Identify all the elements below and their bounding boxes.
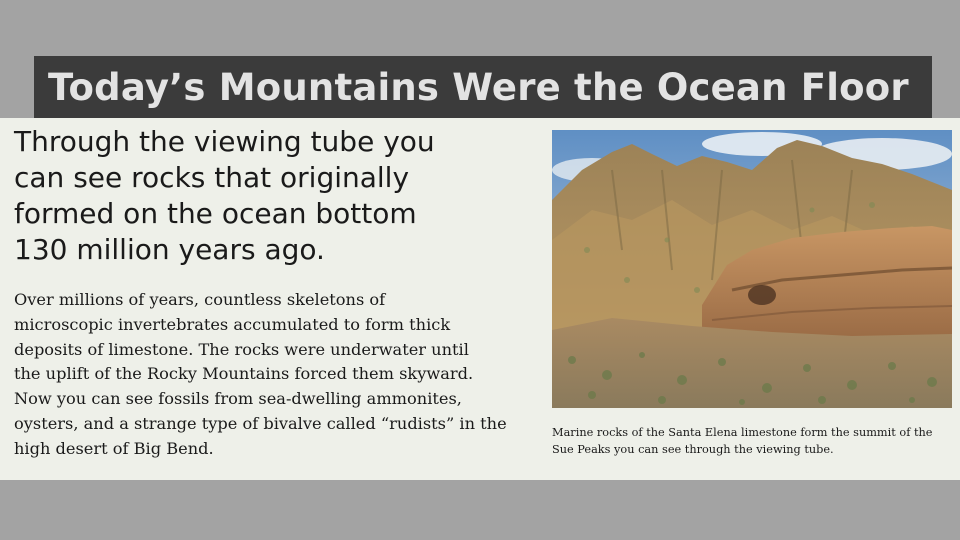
body-line: Now you can see fossils from sea-dwelling ammonites, [14,389,462,409]
mountain-photo [552,130,952,408]
body-line: the uplift of the Rocky Mountains forced them skyward. [14,364,474,384]
sign-title-bar [34,56,932,118]
headline-line: 130 million years ago. [14,233,325,266]
body-line: high desert of Big Bend. [14,438,214,458]
body-line: oysters, and a strange type of bivalve called “rudists” in the [14,413,507,433]
body-line: Over millions of years, countless skeletons of [14,290,386,309]
mountain-photo-illustration [552,130,952,408]
body-line: microscopic invertebrates accumulated to form thick [14,314,451,334]
caption-line: Sue Peaks you can see through the viewing tube. [552,443,834,456]
headline [14,124,534,268]
body-paragraph [14,288,534,462]
sign-title: Today’s Mountains Were the Ocean Floor [48,65,909,109]
headline-line: can see rocks that originally [14,161,410,194]
headline-line: Through the viewing tube you [14,125,435,158]
headline-line: formed on the ocean bottom [14,197,417,230]
caption-line: Marine rocks of the Santa Elena limestone form the summit of the [552,426,933,439]
photo-caption [552,424,957,458]
sign-panel [0,118,960,480]
body-line: deposits of limestone. The rocks were underwater until [14,339,469,359]
